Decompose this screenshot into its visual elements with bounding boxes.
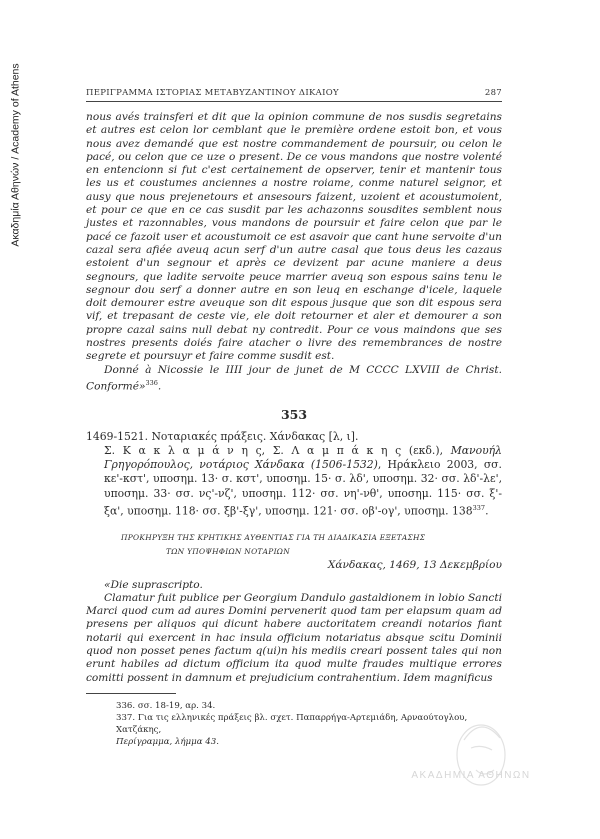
page-content — [86, 88, 502, 748]
footnote-337-continued — [86, 736, 502, 748]
body-paragraph-2 — [86, 364, 502, 394]
footnote-337-cont-text: Περίγραμμα, λήμμα 43. — [116, 736, 219, 747]
footnote-337: 337. Για τις ελληνικές πράξεις βλ. σχετ. Παπαρρήγα-Αρτεμιάδη, Αρναούτογλου, Χατζάκης, — [116, 712, 468, 735]
body-paragraph-1: nous avés trainsferi et dit que la opinion commune de nos susdis segretains et autres est celon lor cemblant que le première ordene estoit bon, et vous nous avez demandé que est nostre commandement de poursuir, ou celon le pacé, ou celon que ce uze o present. De ce vous mandons que nostre volenté en entencionn si fut c'est certainement de opserver, tenir et mantenir tous les us et coustumes anciennes a nostre roiame, conme naturel seignor, et ausy que nous prejenetours et ansesours faizent, uzoient et acoustumoient, et pour ce que en ce cas susdit par les achazonns sousdites semblent nous justes et razonnables, vous mandons de poursuir et faire celon que par le pacé ce fazoit user et acoustumoit ce est asavoir que cant hune servoite d'un cazal sera afiée aveuq acun serf d'un autre casal que tous deus les cazaus estoient d'un segnour et après ce devizent par acune maniere a deus segnours, que ladite servoite peuce marrier aveuq son espous sains tenu le segnour dou serf a donner autre en son leuq en eschange d'icele, laquele doit demourer estre aveuque son dit espous jusque que son dit espous sera vif, et trepasant de ceste vie, ele doit retourner et aler et demourer a son propre cazal sains null debat ny contredit. Pour ce vous maindons que ses nostres presents doiés faire atacher o livre des remembrances de nostre segrete et poursuyr et faire comme susdit est. — [86, 111, 502, 363]
document-title — [86, 533, 502, 556]
side-label-text: Ακαδημία Αθηνών / Academy of Athens — [10, 63, 22, 247]
latin-text-paragraph: Clamatur fuit publice per Georgium Dandulo gastaldionem in lobio Sancti Marci quod cum ad aures Domini pervenerit quod tam per elapsum quam ad presens per aliquos qui dicunt habere auctoritatem creandi notarios fiant notarii qui exercent in hac insula officium notariatus absque scitu Dominii quod non posset penes factum q(ui)n his mediis creari possent tales qui non erunt habiles ad dictum officium ita quod multe fraudes multique errores comitti possent in damnum et prejudicium contrahentium. Idem magnificus — [86, 591, 502, 684]
refs-pages: , Ηράκλειο 2003, σσ. κε'-κστ', υποσημ. 13· σ. κστ', υποσημ. 15· σ. λδ', υποσημ. 32· σσ. λδ'-λε', υποσημ. 33· σσ. νς'-νζ', υποσημ. 112· σσ. νη'-νθ', υποσημ. 115· σσ. ξ'-ξα', υποσημ. 118· σσ. ξβ'-ξγ', υποσημ. 121· σσ. οβ'-ογ', υποσημ. 138 — [104, 458, 502, 518]
refs-end: . — [485, 504, 489, 518]
document-title-line-1: ΠΡΟΚΗΡΥΞΗ ΤΗΣ ΚΡΗΤΙΚΗΣ ΑΥΘΕΝΤΙΑΣ ΓΙΑ ΤΗ ΔΙΑΔΙΚΑΣΙΑ ΕΞΕΤΑΣΗΣ — [121, 532, 426, 542]
running-header — [86, 88, 502, 102]
entry-references — [104, 444, 502, 519]
archive-side-label — [8, 40, 24, 270]
document-title-line-2: ΤΩΝ ΥΠΟΨΗΦΙΩΝ ΝΟΤΑΡΙΩΝ — [166, 546, 290, 556]
document-dateline: Χάνδακας, 1469, 13 Δεκεμβρίου — [327, 558, 502, 571]
body-paragraph-2-end: . — [157, 380, 162, 393]
page-number: 287 — [484, 88, 502, 98]
footnote-ref-336[interactable]: 336 — [145, 378, 158, 387]
entry-number: 353 — [280, 406, 308, 422]
refs-book-title: Μανουήλ Γρηγορόπουλος, νοτάριος Χάνδακα (1506-1532) — [104, 443, 502, 472]
footnote-ref-337[interactable]: 337 — [472, 503, 486, 512]
footnote-divider — [86, 693, 176, 694]
body-paragraph-2-text: Donné à Nicossie le IIII jour de junet de M CCCC LXVIII de Christ. Conformé» — [86, 363, 502, 393]
refs-editors: Σ. Κ α κ λ α μ ά ν η ς, Σ. Λ α μ π ά κ η ς (εκδ.), — [104, 443, 451, 457]
latin-text-line-1: «Die suprascripto. — [104, 578, 203, 591]
entry-heading: 1469-1521. Νοταριακές πράξεις. Χάνδακας [λ, ι]. — [86, 429, 359, 443]
footnote-336: 336. σσ. 18-19, αρ. 34. — [116, 700, 216, 711]
watermark-text: ΑΚΑΔΗΜΙΑ ΑΘΗΝΩΝ — [411, 770, 531, 781]
running-title: ΠΕΡΙΓΡΑΜΜΑ ΙΣΤΟΡΙΑΣ ΜΕΤΑΒΥΖΑΝΤΙΝΟΥ ΔΙΚΑΙΟΥ — [86, 88, 339, 98]
